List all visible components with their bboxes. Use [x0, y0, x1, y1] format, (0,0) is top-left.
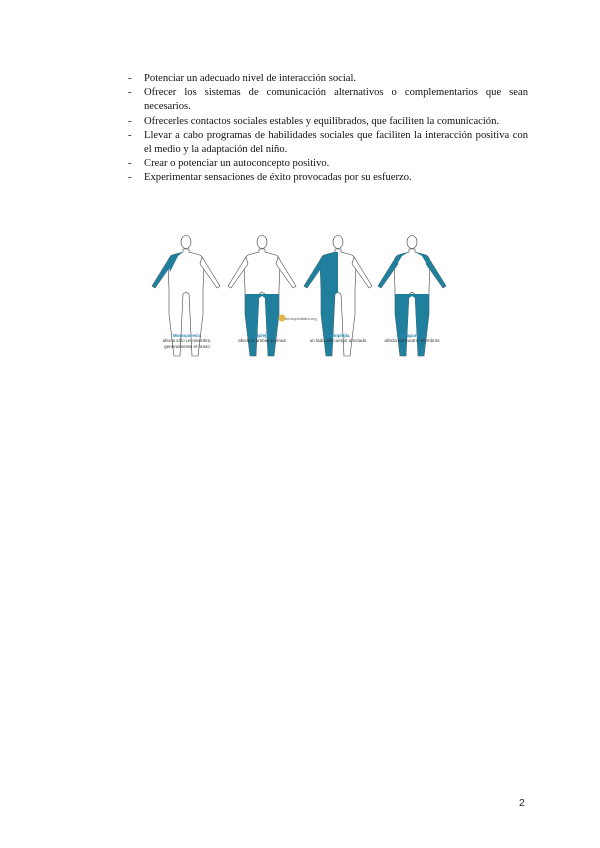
caption-title: Hemiplejía: [326, 333, 350, 338]
page-number: 2: [519, 797, 525, 809]
caption-hemiplegia: [301, 333, 375, 344]
caption-desc: un lado del cuerpo afectado: [309, 338, 367, 344]
list-item: - Llevar a cabo programas de habilidades sociales que faciliten la interacción positiva con el medio y la adaptación del niño.: [128, 129, 528, 156]
list-item: - Ofrecerles contactos sociales estables y equilibrados, que faciliten la comunicación.: [128, 115, 500, 127]
caption-monoparesis: [150, 333, 224, 349]
logo-text: neuropediatra.org: [285, 316, 317, 321]
caption-desc: afecta los cuatro miembros: [384, 338, 440, 344]
list-item-text: Experimentar sensaciones de éxito provocadas por su esfuerzo.: [144, 172, 412, 184]
list-item: - Crear o potenciar un autoconcepto positivo.: [128, 158, 330, 170]
list-item: - Experimentar sensaciones de éxito provocadas por su esfuerzo.: [128, 172, 412, 184]
list-item-text: Potenciar un adecuado nivel de interacción social.: [144, 73, 357, 84]
paresis-types-figure: [150, 228, 446, 370]
caption-diplegia: [225, 333, 299, 344]
caption-tetraparesis: [375, 333, 449, 344]
caption-title: Monoparesia: [172, 333, 202, 338]
caption-desc: afecta a ambas piernas: [238, 338, 286, 344]
list-item-text: Llevar a cabo programas de habilidades sociales que faciliten la interacción positiva con el medio y la adaptación del niño.: [144, 129, 528, 156]
list-item: - Ofrecer los sistemas de comunicación alternativos o complementarios que sean necesarios.: [128, 87, 528, 113]
list-item-text: Ofrecer los sistemas de comunicación alternativos o complementarios que sean necesarios.: [144, 87, 528, 113]
caption-title: Diplejía: [253, 333, 271, 338]
list-item: - Potenciar un adecuado nivel de interacción social.: [128, 73, 357, 84]
list-item-text: Crear o potenciar un autoconcepto positivo.: [144, 158, 330, 170]
list-item-text: Ofrecerles contactos sociales estables y equilibrados, que faciliten la comunicación.: [144, 115, 500, 127]
objectives-list: [128, 72, 528, 186]
caption-title: Tetraparesia: [398, 333, 426, 338]
caption-desc: afecta sólo un miembro, generalmente el brazo: [162, 338, 212, 349]
